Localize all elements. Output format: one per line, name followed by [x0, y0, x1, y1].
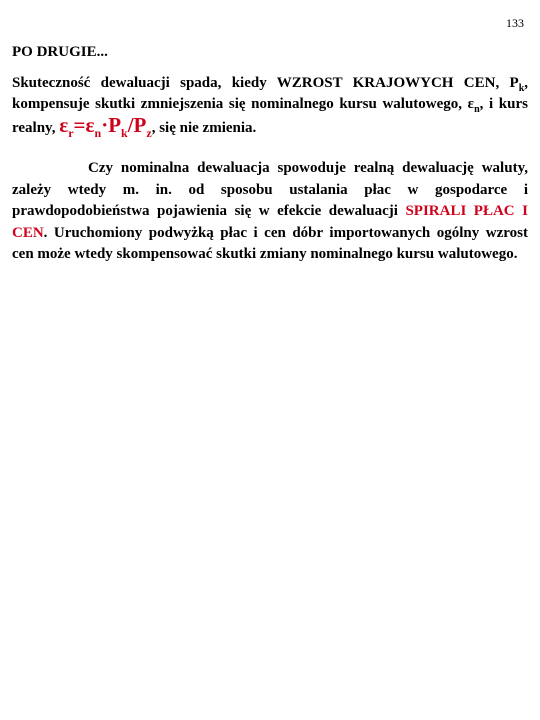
wage-price-spiral-highlight: SPIRALI PŁAC I CEN — [12, 203, 528, 241]
formula-sub-n: n — [94, 126, 102, 141]
page-number: 133 — [506, 16, 524, 30]
formula-sub-k: k — [121, 126, 128, 141]
formula-dot-p: ·P — [101, 113, 122, 137]
paragraph1-text-c: , i kurs realny, — [12, 96, 528, 136]
real-exchange-rate-formula — [59, 113, 152, 141]
formula-slash-p: /P — [127, 113, 147, 137]
paragraph1-text-a: Skuteczność dewaluacji spada, kiedy WZROST KRAJOWYCH CEN, P — [12, 75, 519, 91]
formula-epsilon: ε — [59, 113, 69, 137]
paragraph-wage-price-spiral — [12, 158, 528, 266]
paragraph1-text-b: , kompensuje skutki zmniejszenia się nominalnego kursu walutowego, ε — [12, 75, 528, 112]
section-heading: PO DRUGIE... — [12, 44, 108, 60]
paragraph1-text-d: , się nie zmienia. — [151, 120, 257, 136]
subscript-k: k — [518, 83, 525, 94]
paragraph2-text-a: Czy nominalna dewaluacja spowoduje realną dewaluację waluty, zależy wtedy m. in. od sposobu ustalania płac w gospodarce i prawdopodobieństwa pojawienia się w efekcie dewaluacji — [12, 160, 528, 219]
formula-sub-z: z — [146, 126, 152, 141]
paragraph2-text-b: . Uruchomiony podwyżką płac i cen dóbr importowanych ogólny wzrost cen może wtedy skompensować skutki zmiany nominalnego kursu walutowego. — [12, 224, 528, 262]
formula-equals-epsilon: =ε — [73, 113, 95, 137]
subscript-n: n — [474, 104, 480, 115]
paragraph-devaluation-effectiveness — [12, 73, 528, 139]
formula-sub-r: r — [68, 126, 74, 141]
